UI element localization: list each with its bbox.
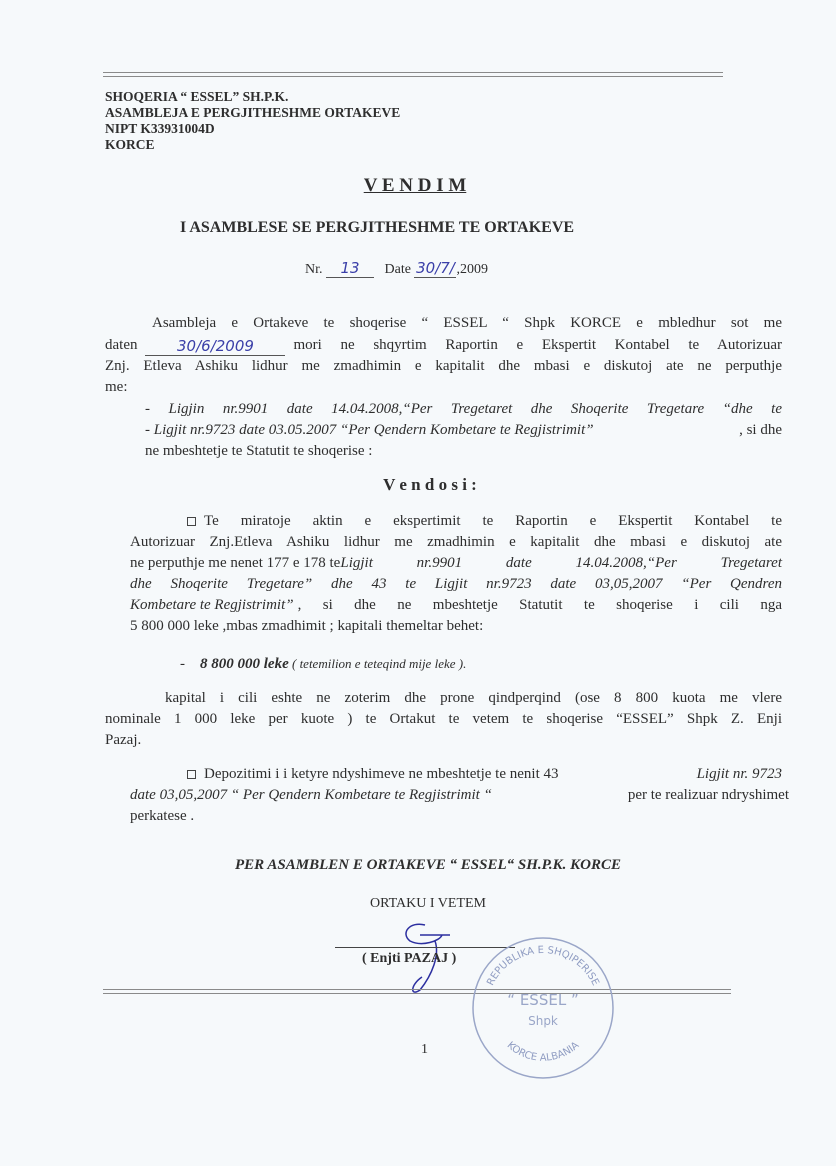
decides-heading: V e n d o s i : (383, 475, 477, 494)
stamp-sub: Shpk (528, 1014, 558, 1028)
number-value: 13 (326, 259, 374, 278)
item2-line-1-italic: Ligjit nr. 9723 (696, 766, 782, 782)
ownership-line-3: Pazaj. (105, 732, 142, 748)
item2-line-1 (187, 766, 782, 783)
assembly-name: ASAMBLEJA E PERGJITHESHME ORTAKEVE (105, 105, 401, 120)
law-reference-2 (145, 422, 782, 439)
signoff-for: PER ASAMBLEN E ORTAKEVE “ ESSEL“ SH.P.K. KORCE (235, 857, 621, 873)
bullet-square-icon (187, 770, 196, 779)
item1-line-2: Autorizuar Znj.Etleva Ashiku lidhur me zmadhimin e kapitalit dhe mbasi e diskutoj ate (130, 534, 782, 550)
document-title: V E N D I M (363, 175, 467, 196)
law-reference-3: ne mbeshtetje te Statutit te shoqerise : (145, 443, 373, 459)
item1-line-5 (130, 597, 782, 614)
top-double-rule (103, 72, 723, 77)
document-subtitle: I ASAMBLESE SE PERGJITHESHME TE ORTAKEVE (180, 219, 575, 236)
stamp-ring-bottom: KORCE ALBANIA (504, 1039, 582, 1064)
stamp-center: “ ESSEL ” (507, 991, 579, 1009)
number-label: Nr. (305, 262, 323, 277)
item2-line-2-italic: date 03,05,2007 “ Per Qendern Kombetare te Regjistrimit “ (130, 787, 492, 803)
item2-line-3: perkatese . (130, 808, 195, 824)
intro-line-4: me: (105, 379, 128, 395)
company-stamp (468, 933, 618, 1083)
intro-line-2 (105, 337, 782, 356)
item1-line-5-text: , si dhe ne mbeshtetje Statutit te shoqerise i cili nga (297, 597, 782, 613)
bottom-double-rule (103, 989, 731, 994)
intro-line-1: Asambleja e Ortakeve te shoqerise “ ESSEL “ Shpk KORCE e mbledhur sot me (152, 315, 782, 331)
item2-line-1-text: Depozitimi i i ketyre ndyshimeve ne mbeshtetje te nenit 43 (204, 766, 559, 782)
stamp-ring-top: REPUBLIKA E SHQIPERISE (485, 944, 601, 988)
page-number: 1 (421, 1042, 428, 1057)
law-reference-2-italic: - Ligjit nr.9723 date 03.05.2007 “Per Qendern Kombetare te Regjistrimit” (145, 422, 594, 438)
signoff-role: ORTAKU I VETEM (370, 896, 486, 911)
ownership-line-1: kapital i cili eshte ne zoterim dhe prone qindperqind (ose 8 800 kuota me vlere (165, 690, 782, 706)
ownership-line-2: nominale 1 000 leke per kuote ) te Ortakut te vetem te shoqerise “ESSEL” Shpk Z. Enji (105, 711, 782, 727)
item2-line-2-text: per te realizuar ndryshimet (627, 787, 789, 803)
item1-line-5-italic: Kombetare te Regjistrimit” (130, 597, 294, 613)
item2-line-2 (130, 787, 789, 804)
intro-line-3: Znj. Etleva Ashiku lidhur me zmadhimin e kapitalit dhe mbasi e diskutoj ate ne perputhje (105, 358, 782, 374)
intro-line-2-text: mori ne shqyrtim Raportin e Ekspertit Kontabel te Autorizuar (293, 337, 782, 353)
city: KORCE (105, 137, 155, 152)
item1-line-3-italic: Ligjit nr.9901 date 14.04.2008,“Per Tregetaret (340, 555, 782, 571)
number-date-line (305, 259, 488, 278)
intro-date-handwritten: 30/6/2009 (145, 337, 285, 356)
capital-words: ( tetemilion e teteqind mije leke ). (288, 656, 467, 671)
company-name: SHOQERIA “ ESSEL” SH.P.K. (105, 89, 289, 104)
item1-line-6: 5 800 000 leke ,mbas zmadhimit ; kapitali themeltar behet: (130, 618, 484, 634)
capital-dash: - (180, 656, 185, 672)
capital-amount-line (180, 656, 466, 673)
bullet-square-icon (187, 517, 196, 526)
item1-line-3 (130, 555, 782, 572)
svg-text:KORCE ALBANIA (505, 1040, 582, 1064)
capital-amount: 8 800 000 leke (200, 656, 289, 672)
law-reference-2-rest: , si dhe (739, 422, 782, 438)
item1-line-3-text: ne perputhje me nenet 177 e 178 te (130, 555, 341, 571)
date-year: ,2009 (456, 262, 488, 277)
date-label: Date (384, 262, 411, 277)
item1-line-1 (187, 513, 782, 530)
nipt: NIPT K33931004D (105, 121, 215, 136)
item1-line-4: dhe Shoqerite Tregetare” dhe 43 te Ligjit nr.9723 date 03,05,2007 “Per Qendren (130, 576, 782, 592)
date-handwritten: 30/7/ (416, 259, 455, 277)
item1-line-1-text: Te miratoje aktin e ekspertimit te Raportin e Ekspertit Kontabel te (204, 513, 782, 529)
signatory-name: ( Enjti PAZAJ ) (362, 951, 457, 966)
intro-date-label: daten (105, 337, 138, 353)
law-reference-1: - Ligjin nr.9901 date 14.04.2008,“Per Tregetaret dhe Shoqerite Tregetare “dhe te (145, 401, 782, 417)
